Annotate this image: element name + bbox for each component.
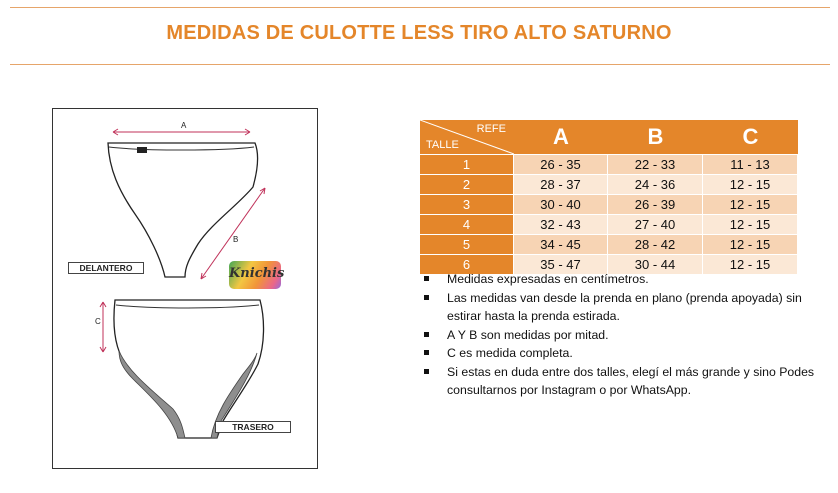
top-rule [10,7,830,8]
title-rule [10,64,830,65]
back-view-label: TRASERO [215,421,291,433]
measure-b-cell: 26 - 39 [608,194,703,214]
measure-a-cell: 34 - 45 [514,234,608,254]
garment-drawing [53,109,319,470]
front-label-patch [137,147,147,153]
page-title: MEDIDAS DE CULOTTE LESS TIRO ALTO SATURNO [166,22,672,44]
measure-a-label: A [181,121,187,130]
table-row [420,214,798,234]
note-item: Las medidas van desde la prenda en plano (prenda apoyada) sin estirar hasta la prenda estirada. [422,289,822,326]
corner-cell [420,120,514,154]
measure-b-cell: 22 - 33 [608,154,703,174]
measure-c-cell: 12 - 15 [703,194,798,214]
note-item: A Y B son medidas por mitad. [422,326,822,345]
back-garment-outline [114,300,264,438]
talle-cell: 2 [420,174,514,194]
talle-cell: 5 [420,234,514,254]
measure-c-cell: 12 - 15 [703,214,798,234]
talle-cell: 6 [420,254,514,274]
measure-b-cell: 27 - 40 [608,214,703,234]
corner-refe-label: REFE [476,123,506,135]
measure-c-cell: 12 - 15 [703,174,798,194]
measure-b-cell: 24 - 36 [608,174,703,194]
notes-list [422,270,822,400]
measure-b-label: B [233,235,239,244]
measure-a-cell: 30 - 40 [514,194,608,214]
note-item: Si estas en duda entre dos talles, elegí el más grande y sino Podes consultarnos por Instagram o por WhatsApp. [422,363,822,400]
table-row [420,174,798,194]
garment-diagram [52,108,318,469]
measure-a-cell: 28 - 37 [514,174,608,194]
front-garment-outline [108,143,257,277]
table-row [420,154,798,174]
note-item: Medidas expresadas en centímetros. [422,270,822,289]
front-view-label: DELANTERO [68,262,144,274]
table-row [420,234,798,254]
measure-c-cell: 12 - 15 [703,234,798,254]
talle-cell: 1 [420,154,514,174]
measure-a-cell: 26 - 35 [514,154,608,174]
measure-a-cell: 35 - 47 [514,254,608,274]
measure-b-cell: 28 - 42 [608,234,703,254]
size-table-header [420,120,798,154]
column-header-c: C [703,120,798,154]
column-header-a: A [514,120,608,154]
column-header-b: B [608,120,703,154]
measure-c-cell: 12 - 15 [703,254,798,274]
table-row [420,194,798,214]
talle-cell: 4 [420,214,514,234]
talle-cell: 3 [420,194,514,214]
size-table [420,120,798,274]
corner-talle-label: TALLE [426,139,459,151]
measure-c-label: C [95,317,101,326]
measure-b-cell: 30 - 44 [608,254,703,274]
brand-logo [229,261,285,289]
measure-c-cell: 11 - 13 [703,154,798,174]
note-item: C es medida completa. [422,344,822,363]
brand-logo-text: Knichis [229,266,285,281]
measure-a-cell: 32 - 43 [514,214,608,234]
